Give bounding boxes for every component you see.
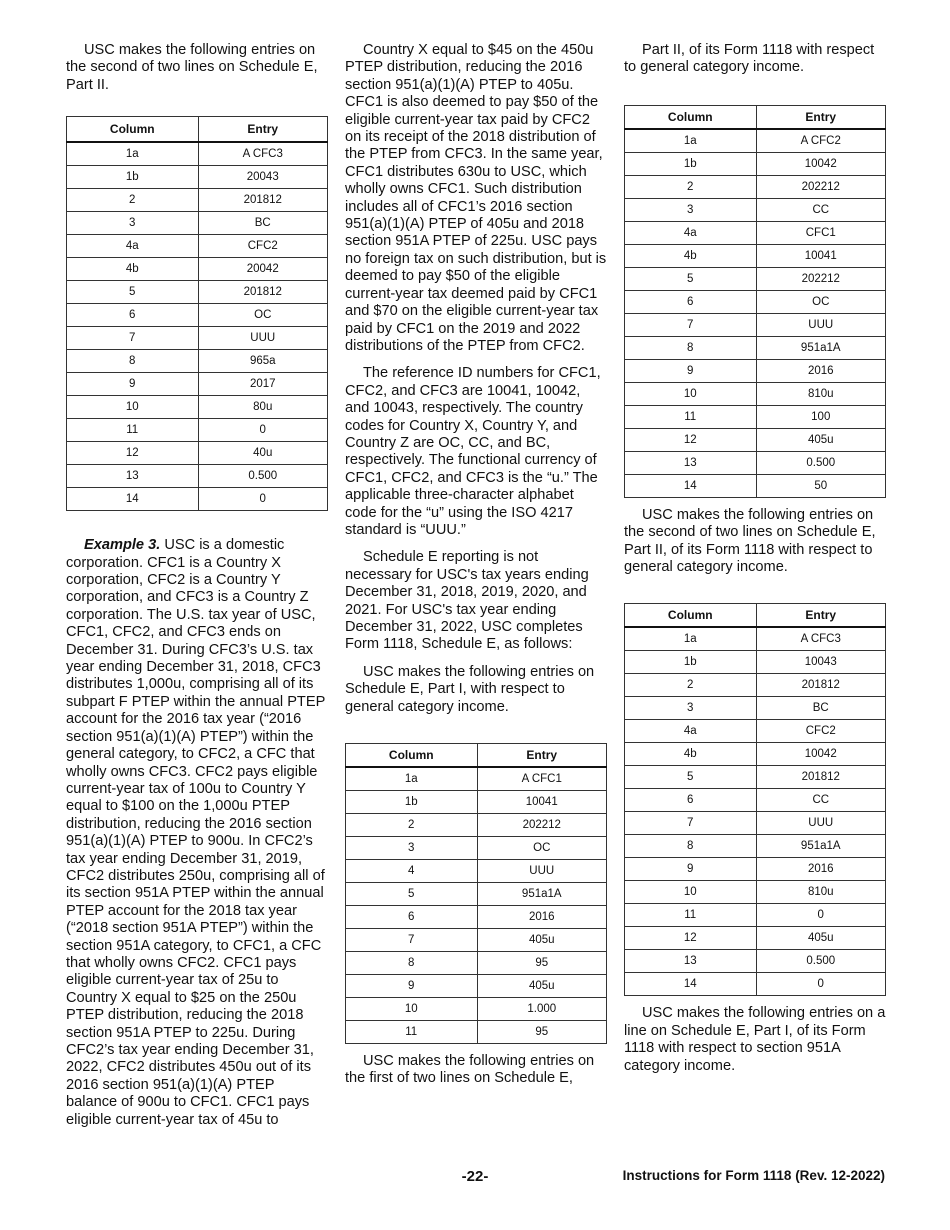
column-cell: 5: [67, 281, 199, 304]
table-row: [67, 442, 328, 465]
column-cell: 13: [625, 950, 757, 973]
entry-cell: A CFC3: [198, 142, 328, 166]
body-paragraph: USC makes the following entries on Schedule E, Part I, with respect to general category income.: [345, 663, 595, 715]
column-cell: 2: [625, 674, 757, 697]
entry-cell: 95: [477, 1021, 607, 1044]
column-cell: 7: [67, 327, 199, 350]
table-row: [346, 837, 607, 860]
entry-cell: 201812: [198, 281, 328, 304]
column-cell: 1b: [346, 791, 478, 814]
table-row: [625, 766, 886, 789]
column-cell: 5: [625, 267, 757, 290]
entry-header: Entry: [756, 105, 886, 129]
column-cell: 8: [67, 350, 199, 373]
entry-cell: 965a: [198, 350, 328, 373]
table-row: [625, 267, 886, 290]
table-row: [67, 327, 328, 350]
table-row: [625, 451, 886, 474]
column-cell: 7: [625, 812, 757, 835]
entry-cell: 2016: [477, 906, 607, 929]
column-cell: 5: [625, 766, 757, 789]
table-row: [625, 428, 886, 451]
table-row: [625, 881, 886, 904]
column-cell: 4b: [625, 244, 757, 267]
entry-cell: 100: [756, 405, 886, 428]
table-row: [67, 304, 328, 327]
entry-cell: BC: [198, 212, 328, 235]
table-row: [625, 697, 886, 720]
body-paragraph: Schedule E reporting is not necessary for USC's tax years ending December 31, 2018, 2019, 2020, and 2021. For USC's tax year ending December 31, 2022, USC completes Form 1118, Schedule E, as follows:: [345, 549, 589, 653]
column-cell: 3: [67, 212, 199, 235]
column-cell: 1b: [625, 152, 757, 175]
entry-cell: 201812: [756, 766, 886, 789]
column-cell: 4a: [67, 235, 199, 258]
entry-cell: OC: [756, 290, 886, 313]
entry-cell: UUU: [198, 327, 328, 350]
column-cell: 8: [346, 952, 478, 975]
table-row: [625, 244, 886, 267]
body-paragraph: Country X equal to $45 on the 450u PTEP distribution, reducing the 2016 section 951(a)(1)(A) PTEP to 405u. CFC1 is also deemed to pay $50 of the eligible current-year tax paid by CFC2 on its receipt of the 2018 distribution of the PTEP from CFC3. In the same year, CFC1 distributes 630u to USC, which wholly owns CFC1. Such distribution includes all of CFC1’s 2016 section 951(a)(1)(A) PTEP of 405u and 2018 section 951A PTEP of 225u. USC pays no foreign tax on such distribution, but is deemed to pay $50 of the eligible current-year tax deemed paid by CFC1 and $70 on the eligible current-year tax paid by CFC1 on the 2019 and 2022 distributions of the PTEP from CFC2.: [345, 42, 607, 354]
entry-cell: 405u: [477, 975, 607, 998]
column-cell: 1b: [625, 651, 757, 674]
column-cell: 6: [67, 304, 199, 327]
table-row: [625, 858, 886, 881]
entry-cell: 405u: [477, 929, 607, 952]
column-cell: 1a: [625, 627, 757, 651]
column-cell: 14: [67, 488, 199, 511]
table-row: [67, 465, 328, 488]
column-cell: 6: [346, 906, 478, 929]
entry-cell: 201812: [198, 189, 328, 212]
entry-cell: CFC2: [756, 720, 886, 743]
column-cell: 10: [67, 396, 199, 419]
table-row: [625, 743, 886, 766]
entry-cell: 951a1A: [756, 835, 886, 858]
entry-cell: 2017: [198, 373, 328, 396]
column-cell: 1a: [346, 767, 478, 791]
entry-cell: CC: [756, 789, 886, 812]
entry-cell: 0.500: [198, 465, 328, 488]
column-cell: 9: [625, 359, 757, 382]
entry-cell: 0.500: [756, 451, 886, 474]
entry-cell: 10041: [477, 791, 607, 814]
entry-cell: 201812: [756, 674, 886, 697]
table-row: [625, 474, 886, 497]
table-header-row: [346, 744, 607, 768]
entry-header: Entry: [477, 744, 607, 768]
table-row: [625, 359, 886, 382]
entry-cell: 0: [756, 973, 886, 996]
table-row: [346, 883, 607, 906]
entries-table: [624, 603, 886, 996]
column-cell: 3: [346, 837, 478, 860]
entry-cell: A CFC1: [477, 767, 607, 791]
page-number: -22-: [461, 1168, 489, 1185]
entry-cell: 0: [756, 904, 886, 927]
column-cell: 11: [67, 419, 199, 442]
column-cell: 2: [625, 175, 757, 198]
table-row: [67, 419, 328, 442]
table-row: [625, 973, 886, 996]
entry-cell: 202212: [756, 267, 886, 290]
column-cell: 11: [625, 405, 757, 428]
table-row: [346, 906, 607, 929]
table-row: [625, 336, 886, 359]
intro-paragraph: USC makes the following entries on the second of two lines on Schedule E, Part II.: [66, 42, 318, 93]
entry-cell: 20042: [198, 258, 328, 281]
entry-cell: 0: [198, 488, 328, 511]
entry-cell: A CFC2: [756, 129, 886, 153]
column-cell: 2: [346, 814, 478, 837]
table-header-row: [625, 105, 886, 129]
table-row: [625, 152, 886, 175]
table-header-row: [67, 117, 328, 143]
entry-cell: 951a1A: [477, 883, 607, 906]
table-header-row: [625, 604, 886, 628]
table-row: [346, 791, 607, 814]
entry-cell: CFC2: [198, 235, 328, 258]
column-cell: 3: [625, 198, 757, 221]
entry-cell: 20043: [198, 166, 328, 189]
entry-cell: 1.000: [477, 998, 607, 1021]
table-row: [67, 189, 328, 212]
entry-header: Entry: [756, 604, 886, 628]
entry-cell: 202212: [477, 814, 607, 837]
entry-cell: 810u: [756, 382, 886, 405]
table-row: [346, 975, 607, 998]
table-row: [67, 142, 328, 166]
entry-cell: UUU: [756, 812, 886, 835]
column-cell: 10: [346, 998, 478, 1021]
table-row: [625, 927, 886, 950]
column-right: [624, 42, 886, 1075]
table-row: [625, 382, 886, 405]
column-header: Column: [346, 744, 478, 768]
entry-header: Entry: [198, 117, 328, 143]
column-header: Column: [625, 105, 757, 129]
entry-cell: 95: [477, 952, 607, 975]
table-row: [625, 720, 886, 743]
entry-cell: 405u: [756, 927, 886, 950]
column-left: [66, 42, 328, 1129]
column-cell: 6: [625, 789, 757, 812]
table-row: [625, 627, 886, 651]
column-cell: 4: [346, 860, 478, 883]
entry-cell: 50: [756, 474, 886, 497]
column-cell: 9: [625, 858, 757, 881]
column-cell: 10: [625, 382, 757, 405]
table-row: [67, 281, 328, 304]
example-text: USC is a domestic corporation. CFC1 is a Country X corporation, CFC2 is a Country Y corporation, and CFC3 is a Country Z corporation. The U.S. tax year of USC, CFC1, CFC2, and CFC3 ends on December 31. During CFC3’s U.S. tax year ending December 31, 2018, CFC3 distributes 1,000u, comprising all of its subpart F PTEP within the annual PTEP account for the 2016 tax year (“2016 section 951(a)(1)(A) PTEP”) within the general category, to CFC2, a CFC that wholly owns CFC3. CFC2 pays eligible current-year tax of 100u to Country Y equal to $100 on the 1,000u PTEP distribution, reducing the 2016 section 951(a)(1)(A) PTEP to 900u. In CFC2’s tax year ending December 31, 2019, CFC2 distributes 250u, comprising all of its section 951A PTEP within the annual PTEP account for the 2018 tax year (“2018 section 951A PTEP”) within the section 951A category, to CFC1, a CFC that wholly owns CFC2. CFC1 pays eligible current-year tax of 25u to Country X equal to $25 on the 250u PTEP distribution, reducing the 2018 section 951A PTEP to 225u. During CFC2’s tax year ending December 31, 2022, CFC2 distributes 450u out of its 2016 section 951(a)(1)(A) PTEP balance of 900u to CFC1. CFC1 pays eligible current-year tax of 45u to: [66, 537, 326, 1128]
column-cell: 4a: [625, 221, 757, 244]
entry-cell: OC: [198, 304, 328, 327]
table-row: [625, 789, 886, 812]
column-cell: 6: [625, 290, 757, 313]
table-row: [625, 129, 886, 153]
column-cell: 3: [625, 697, 757, 720]
entry-cell: OC: [477, 837, 607, 860]
column-cell: 2: [67, 189, 199, 212]
table-row: [346, 814, 607, 837]
table-row: [625, 290, 886, 313]
column-cell: 14: [625, 973, 757, 996]
entry-cell: 405u: [756, 428, 886, 451]
form-title: Instructions for Form 1118 (Rev. 12-2022): [622, 1168, 885, 1183]
table-row: [625, 198, 886, 221]
entry-cell: 10042: [756, 152, 886, 175]
example-3-paragraph: [66, 537, 328, 1129]
column-header: Column: [67, 117, 199, 143]
entries-table: [66, 116, 328, 511]
entry-cell: A CFC3: [756, 627, 886, 651]
column-cell: 5: [346, 883, 478, 906]
table-row: [67, 373, 328, 396]
table-row: [346, 767, 607, 791]
table-row: [346, 998, 607, 1021]
entry-cell: 40u: [198, 442, 328, 465]
entry-cell: 810u: [756, 881, 886, 904]
table-row: [67, 350, 328, 373]
column-cell: 4b: [67, 258, 199, 281]
column-middle: [345, 42, 607, 1088]
table-row: [625, 904, 886, 927]
entry-cell: 2016: [756, 858, 886, 881]
column-cell: 9: [67, 373, 199, 396]
column-header: Column: [625, 604, 757, 628]
body-paragraph: USC makes the following entries on the second of two lines on Schedule E, Part II, of its Form 1118 with respect to general category income.: [624, 506, 876, 576]
entries-table: [345, 743, 607, 1044]
column-cell: 14: [625, 474, 757, 497]
entry-cell: CFC1: [756, 221, 886, 244]
body-paragraph: The reference ID numbers for CFC1, CFC2, and CFC3 are 10041, 10042, and 10043, respectively. The country codes for Country X, Country Y, and Country Z are OC, CC, and BC, respectively. The functional currency of CFC1, CFC2, and CFC3 is the “u.” The applicable three-character alphabet code for the “u” using the ISO 4217 standard is “UUU.”: [345, 365, 601, 538]
column-cell: 12: [67, 442, 199, 465]
column-cell: 12: [625, 927, 757, 950]
column-cell: 9: [346, 975, 478, 998]
table-row: [67, 488, 328, 511]
table-row: [67, 212, 328, 235]
table-row: [67, 258, 328, 281]
table-row: [67, 235, 328, 258]
column-cell: 1a: [625, 129, 757, 153]
column-cell: 11: [625, 904, 757, 927]
column-cell: 4a: [625, 720, 757, 743]
body-paragraph: USC makes the following entries on the first of two lines on Schedule E,: [345, 1053, 595, 1087]
column-cell: 13: [625, 451, 757, 474]
entry-cell: UUU: [477, 860, 607, 883]
column-cell: 8: [625, 835, 757, 858]
table-row: [625, 175, 886, 198]
body-paragraph: Part II, of its Form 1118 with respect to general category income.: [624, 42, 875, 76]
entry-cell: 202212: [756, 175, 886, 198]
entry-cell: 0.500: [756, 950, 886, 973]
entry-cell: CC: [756, 198, 886, 221]
column-cell: 8: [625, 336, 757, 359]
column-cell: 4b: [625, 743, 757, 766]
column-cell: 13: [67, 465, 199, 488]
entry-cell: 10043: [756, 651, 886, 674]
entry-cell: 10041: [756, 244, 886, 267]
entry-cell: 951a1A: [756, 336, 886, 359]
entry-cell: 0: [198, 419, 328, 442]
table-row: [346, 929, 607, 952]
table-row: [625, 405, 886, 428]
table-row: [625, 950, 886, 973]
entry-cell: 10042: [756, 743, 886, 766]
table-row: [625, 651, 886, 674]
body-paragraph: USC makes the following entries on a line on Schedule E, Part I, of its Form 1118 with respect to section 951A category income.: [624, 1005, 886, 1074]
table-row: [346, 860, 607, 883]
entry-cell: BC: [756, 697, 886, 720]
column-cell: 7: [625, 313, 757, 336]
column-cell: 1a: [67, 142, 199, 166]
column-cell: 12: [625, 428, 757, 451]
table-row: [625, 313, 886, 336]
entry-cell: UUU: [756, 313, 886, 336]
table-row: [625, 674, 886, 697]
entry-cell: 80u: [198, 396, 328, 419]
table-row: [625, 835, 886, 858]
entries-table: [624, 105, 886, 498]
example-title: Example 3.: [84, 537, 161, 554]
column-cell: 1b: [67, 166, 199, 189]
table-row: [67, 166, 328, 189]
column-cell: 11: [346, 1021, 478, 1044]
table-row: [625, 812, 886, 835]
entry-cell: 2016: [756, 359, 886, 382]
column-cell: 7: [346, 929, 478, 952]
column-cell: 10: [625, 881, 757, 904]
table-row: [346, 952, 607, 975]
table-row: [346, 1021, 607, 1044]
table-row: [625, 221, 886, 244]
table-row: [67, 396, 328, 419]
